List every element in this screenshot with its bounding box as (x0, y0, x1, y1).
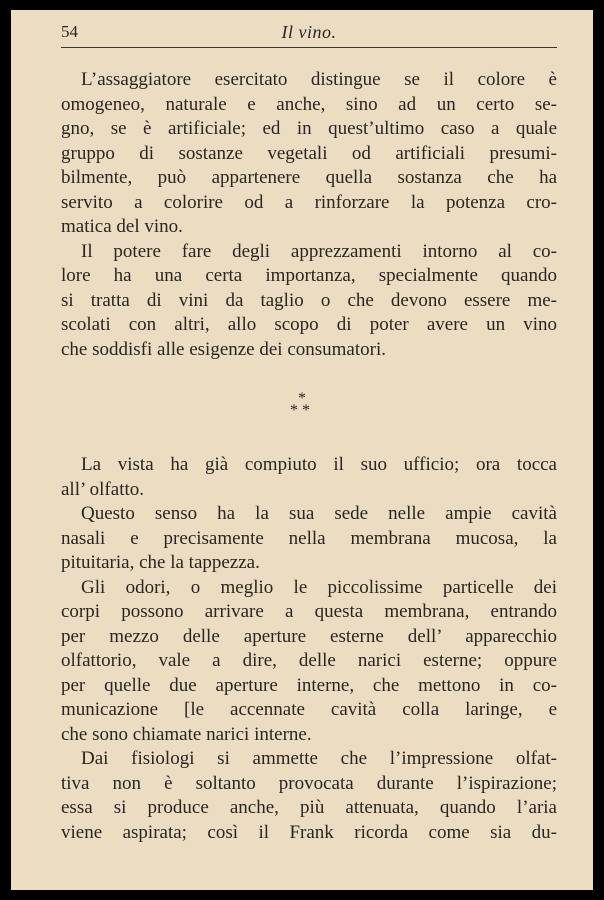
text-line: essa si produce anche, più attenuata, quando l’aria (61, 797, 557, 818)
text-line: olfattorio, vale a dire, delle narici esterne; oppure (61, 650, 557, 671)
page-number: 54 (61, 22, 78, 41)
text-line: La vista ha già compiuto il suo ufficio; ora tocca (81, 454, 557, 475)
book-page (11, 10, 593, 890)
text-line: L’assaggiatore esercitato distingue se il colore è (81, 69, 557, 90)
text-line: gruppo di sostanze vegetali od artificiali presumi- (61, 142, 557, 164)
text-line: Dai fisiologi si ammette che l’impressione olfat- (81, 748, 557, 769)
text-line: scolati con altri, allo scopo di poter avere un vino (61, 314, 557, 335)
text-line: nasali e precisamente nella membrana mucosa, la (61, 527, 557, 549)
text-line: all’ olfatto. (61, 478, 145, 500)
running-title: Il vino. (281, 22, 337, 42)
text-line: corpi possono arrivare a questa membrana, entrando (61, 601, 557, 622)
text-line: bilmente, può appartenere quella sostanza che ha (61, 167, 557, 188)
text-line: per quelle due aperture interne, che mettono in co- (61, 674, 557, 696)
text-section-color (61, 68, 557, 362)
page-header (61, 20, 557, 46)
asterism-top: * (298, 390, 306, 407)
asterism-bottom: ** (290, 402, 314, 419)
section-separator-asterism (11, 390, 593, 423)
text-line: matica del vino. (61, 216, 183, 237)
text-line: che soddisfi alle esigenze dei consumatori. (61, 338, 387, 360)
text-section-smell (61, 453, 557, 845)
text-line: per mezzo delle aperture esterne dell’ apparecchio (61, 625, 557, 647)
text-line: omogeneo, naturale e anche, sino ad un certo se- (61, 93, 557, 115)
text-line: municazione [le accennate cavità colla laringe, e (61, 699, 557, 720)
text-line: tiva non è soltanto provocata durante l’ispirazione; (61, 772, 557, 794)
header-rule (61, 47, 557, 48)
text-line: servito a colorire od a rinforzare la potenza cro- (61, 191, 557, 213)
text-line: viene aspirata; così il Frank ricorda come sia du- (61, 821, 557, 843)
text-line: lore ha una certa importanza, specialmente quando (61, 265, 557, 286)
text-line: che sono chiamate narici interne. (61, 723, 312, 745)
text-line: si tratta di vini da taglio o che devono essere me- (61, 289, 557, 311)
text-line: gno, se è artificiale; ed in quest’ultimo caso a quale (61, 118, 557, 139)
text-line: pituitaria, che la tappezza. (61, 552, 260, 573)
text-line: Il potere fare degli apprezzamenti intorno al co- (81, 240, 557, 262)
text-line: Questo senso ha la sua sede nelle ampie cavità (81, 503, 557, 524)
text-line: Gli odori, o meglio le piccolissime particelle dei (81, 576, 557, 598)
